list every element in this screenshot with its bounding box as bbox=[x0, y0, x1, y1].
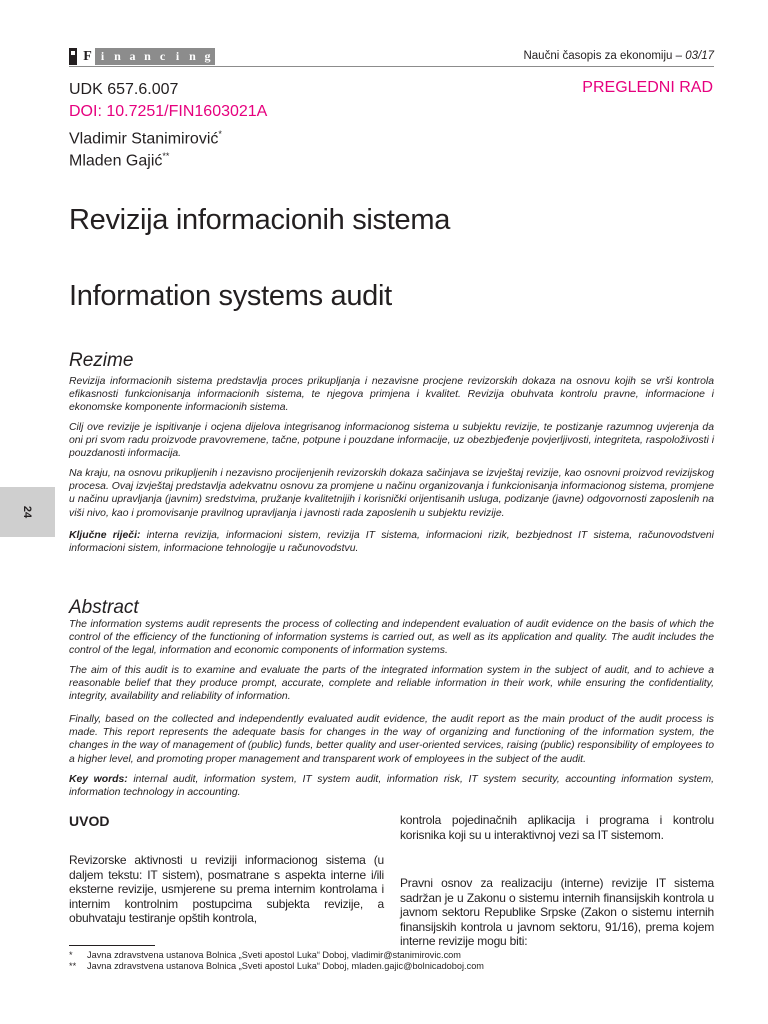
rezime-heading: Rezime bbox=[69, 350, 134, 371]
journal-logo bbox=[69, 48, 215, 65]
abstract-heading: Abstract bbox=[69, 597, 139, 618]
logo-letter: g bbox=[200, 48, 215, 65]
doi-link[interactable]: DOI: 10.7251/FIN1603021A bbox=[69, 103, 268, 120]
uvod-right-column-2: Pravni osnov za realizaciju (interne) revizije IT sistema sadržan je u Zakonu o sistemu internih finansijskih kontrola u javnom sektoru Republike Srpske (Zakon o sistemu internih finansijskih kontrola u javnom sektoru, 91/16), prema kojem interne revizije mogu biti: bbox=[400, 876, 714, 949]
logo-wordmark bbox=[80, 48, 215, 65]
footnote-1 bbox=[69, 950, 461, 961]
logo-letter: i bbox=[170, 48, 185, 65]
journal-issue: 03/17 bbox=[685, 50, 714, 62]
abstract-paragraph-2: The aim of this audit is to examine and evaluate the parts of the integrated information system in the subject of audit, and to achieve a reasonable belief that they produce prompt, accurate, complete and reliable information in their work, while ensuring the confidentiality, integrity, availability and reliability of information. bbox=[69, 665, 714, 703]
abstract-paragraph-1: The information systems audit represents the process of collecting and independent evaluation of audit evidence on the basis of which the control of the efficiency of the functioning of information systems is carried out, as well as its application and quality. The audit includes the control of the legal, information and economic components of information systems. bbox=[69, 619, 714, 657]
rezime-keywords bbox=[69, 529, 714, 555]
footnote-mark: ** bbox=[69, 961, 77, 971]
title-english: Information systems audit bbox=[69, 280, 392, 312]
uvod-left-column: Revizorske aktivnosti u reviziji informacionog sistema (u daljem tekstu: IT sistem), posmatrane s aspekta interne i/ili eksterne revizije, usmjerene su prema internim kontrolama i internim kontrolnim postupcima subjekta revizije, a obuhvataju testiranje opštih kontrola, bbox=[69, 853, 384, 926]
keywords-label: Key words: bbox=[69, 774, 128, 785]
page-number: 24 bbox=[21, 505, 33, 519]
header-divider bbox=[69, 66, 714, 67]
footnote-2 bbox=[69, 961, 484, 972]
keywords-text: interna revizija, informacioni sistem, revizija IT sistema, informacioni rizik, bezbjednost IT sistema, računovodstveni informacioni sistem, informacione tehnologije u računovodstvu. bbox=[69, 530, 714, 555]
logo-letter: c bbox=[155, 48, 170, 65]
logo-letter: F bbox=[80, 48, 95, 65]
rezime-paragraph-3: Na kraju, na osnovu prikupljenih i nezavisno procijenjenih revizorskih dokaza sačinjava se izvještaj revizije, kao osnovni proizvod revizijskog procesa. Ovaj izvještaj predstavlja adekvatnu osnovu za promjene u načinu organizovanja i funkcionisanja informacionog sistema, promjene u načinu upravljanja (javnim) sredstvima, pružanje kvalitetnijih i korisnički orijentisanih usluga, podizanje (javne) odgovornosti zaposlenih na viši nivo, kao i promovisanje pravilnog upravljanja i javnosti rada zaposlenih u subjektu revizije. bbox=[69, 468, 714, 519]
journal-title: Naučni časopis za ekonomiju – bbox=[523, 50, 686, 62]
udk-code: UDK 657.6.007 bbox=[69, 81, 179, 98]
author-2-mark: ** bbox=[162, 151, 170, 161]
keywords-label: Ključne riječi: bbox=[69, 530, 141, 541]
rezime-paragraph-1: Revizija informacionih sistema predstavlja proces prikupljanja i nezavisne procjene revizorskih dokaza na osnovu kojih se vrši kontrola efikasnosti funkcionisanja informacionih sistema, te njegova primjena i kvalitet. Revizija obuhvata kontrolu pravne, informacione i ekonomske komponente informacionih sistema. bbox=[69, 376, 714, 414]
footnote-text: Javna zdravstvena ustanova Bolnica „Sveti apostol Luka“ Doboj, mladen.gajic@bolnicadoboj.com bbox=[87, 961, 484, 971]
author-1-name: Vladimir Stanimirović bbox=[69, 130, 219, 148]
logo-letter: n bbox=[110, 48, 125, 65]
title-local: Revizija informacionih sistema bbox=[69, 204, 451, 236]
abstract-paragraph-3: Finally, based on the collected and independently evaluated audit evidence, the audit report as the main product of the audit process is made. This report represents the adequate basis for changes in the way of organizing and functioning of the information system, the changes in the way of management of (public) funds, better quality and user-oriented services, raising (public) responsibility of employees to a higher level, and promoting proper management and transparent work of employees in the subject of the audit. bbox=[69, 714, 714, 765]
page-number-tab bbox=[0, 487, 55, 537]
logo-letter: n bbox=[140, 48, 155, 65]
footnote-divider bbox=[69, 945, 155, 946]
logo-letter: n bbox=[185, 48, 200, 65]
author-2-name: Mladen Gajić bbox=[69, 152, 163, 170]
keywords-text: internal audit, information system, IT system audit, information risk, IT system security, accounting information system, information technology in accounting. bbox=[69, 774, 714, 799]
footnote-text: Javna zdravstvena ustanova Bolnica „Sveti apostol Luka“ Doboj, vladimir@stanimirovic.com bbox=[87, 950, 461, 960]
uvod-heading: UVOD bbox=[69, 813, 110, 829]
uvod-right-column-1: kontrola pojedinačnih aplikacija i programa i kontrolu korisnika koji su u interaktivnoj vezi sa IT sistemom. bbox=[400, 813, 714, 842]
rezime-paragraph-2: Cilj ove revizije je ispitivanje i ocjena dijelova integrisanog informacionog sistema u subjektu revizije, te postizanje razumnog uvjerenja da oni pri svom radu proizvode pravovremene, tačne, potpune i pouzdane informacije, uz obezbjeđenje povjerljivosti, integriteta, raspoloživosti i pouzdanosti informacija. bbox=[69, 422, 714, 460]
logo-mark-icon bbox=[69, 48, 77, 65]
author-2 bbox=[69, 145, 169, 172]
author-1-mark: * bbox=[218, 129, 222, 139]
logo-letter: i bbox=[95, 48, 110, 65]
footnote-mark: * bbox=[69, 950, 73, 960]
journal-name bbox=[523, 50, 714, 62]
logo-letter: a bbox=[125, 48, 140, 65]
abstract-keywords bbox=[69, 773, 714, 799]
paper-type-label: PREGLEDNI RAD bbox=[582, 79, 713, 96]
